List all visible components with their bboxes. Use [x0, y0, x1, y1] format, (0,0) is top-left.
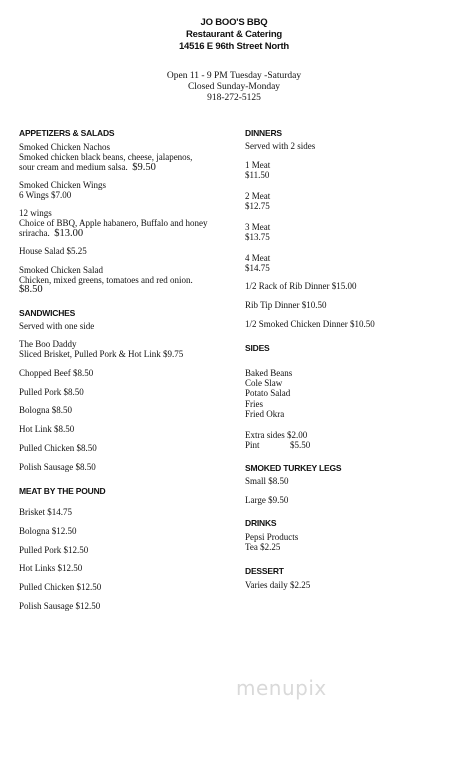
dinners-note: Served with 2 sides: [245, 141, 316, 151]
drinks-heading: DRINKS: [245, 518, 277, 528]
hours-open: Open 11 - 9 PM Tuesday -Saturday: [166, 71, 302, 81]
wings-12-desc-2: sriracha. $13.00: [19, 228, 84, 239]
sandwich-item: Polish Sausage $8.50: [19, 462, 96, 472]
wings-12: 12 wings: [19, 208, 52, 218]
side-item: Baked Beans: [245, 368, 293, 378]
hours-block: [0, 71, 468, 104]
pound-item: Hot Links $12.50: [19, 563, 83, 573]
smoked-chicken-dinner: 1/2 Smoked Chicken Dinner $10.50: [245, 319, 375, 329]
wings-6: 6 Wings $7.00: [19, 190, 72, 200]
wings-12-price: $13.00: [54, 228, 84, 239]
three-meat: 3 Meat: [245, 222, 271, 232]
pound-item: Polish Sausage $12.50: [19, 601, 101, 611]
chicken-salad-name: Smoked Chicken Salad: [19, 265, 103, 275]
nachos-desc-1: Smoked chicken black beans, cheese, jalapenos,: [19, 152, 193, 162]
sides-heading: SIDES: [245, 343, 270, 353]
extra-sides: Extra sides $2.00: [245, 430, 308, 440]
chicken-salad-price: $8.50: [19, 284, 43, 295]
restaurant-name: JO BOO'S BBQ: [200, 17, 268, 28]
side-item: Fried Okra: [245, 409, 285, 419]
dessert-heading: DESSERT: [245, 566, 284, 576]
menu-header: [0, 17, 468, 53]
restaurant-address: 14516 E 96th Street North: [178, 41, 290, 52]
nachos-desc-2: sour cream and medium salsa. $9.50: [19, 162, 156, 173]
three-meat-price: $13.75: [245, 232, 270, 242]
sandwich-item: Chopped Beef $8.50: [19, 368, 94, 378]
pound-item: Bologna $12.50: [19, 526, 77, 536]
sandwiches-note: Served with one side: [19, 321, 95, 331]
pound-item: Brisket $14.75: [19, 507, 72, 517]
pound-item: Pulled Pork $12.50: [19, 545, 89, 555]
drinks-line-1: Pepsi Products: [245, 532, 299, 542]
one-meat-price: $11.50: [245, 170, 270, 180]
wings-12-desc-1: Choice of BBQ, Apple habanero, Buffalo and honey: [19, 218, 208, 228]
restaurant-subtitle: Restaurant & Catering: [185, 29, 283, 40]
phone-number: 918-272-5125: [207, 93, 261, 103]
turkey-large: Large $9.50: [245, 495, 289, 505]
turkey-heading: SMOKED TURKEY LEGS: [245, 463, 342, 473]
rib-tip-dinner: Rib Tip Dinner $10.50: [245, 300, 327, 310]
four-meat-price: $14.75: [245, 263, 270, 273]
meat-by-pound-heading: MEAT BY THE POUND: [19, 486, 106, 496]
nachos-price: $9.50: [132, 162, 156, 173]
side-item: Fries: [245, 399, 263, 409]
wings-name: Smoked Chicken Wings: [19, 180, 106, 190]
dessert-line: Varies daily $2.25: [245, 580, 311, 590]
hours-closed: Closed Sunday-Monday: [187, 82, 281, 92]
boo-daddy-desc: Sliced Brisket, Pulled Pork & Hot Link $9.75: [19, 349, 184, 359]
sandwiches-heading: SANDWICHES: [19, 308, 76, 318]
side-item: Potato Salad: [245, 388, 291, 398]
drinks-line-2: Tea $2.25: [245, 542, 281, 552]
pint-price: $5.50: [290, 440, 311, 450]
two-meat: 2 Meat: [245, 191, 271, 201]
rack-rib-dinner: 1/2 Rack of Rib Dinner $15.00: [245, 281, 357, 291]
side-item: Cole Slaw: [245, 378, 283, 388]
turkey-small: Small $8.50: [245, 476, 289, 486]
chicken-salad-desc: Chicken, mixed greens, tomatoes and red onion.: [19, 275, 193, 285]
four-meat: 4 Meat: [245, 253, 271, 263]
pound-item: Pulled Chicken $12.50: [19, 582, 102, 592]
one-meat: 1 Meat: [245, 160, 271, 170]
nachos-name: Smoked Chicken Nachos: [19, 142, 110, 152]
boo-daddy-name: The Boo Daddy: [19, 339, 77, 349]
pint-label: Pint: [245, 440, 260, 450]
appetizers-heading: APPETIZERS & SALADS: [19, 128, 115, 138]
menupix-watermark: menupix: [236, 676, 327, 700]
sandwich-item: Bologna $8.50: [19, 405, 72, 415]
sandwich-item: Pulled Chicken $8.50: [19, 443, 97, 453]
sandwich-item: Hot Link $8.50: [19, 424, 75, 434]
two-meat-price: $12.75: [245, 201, 270, 211]
dinners-heading: DINNERS: [245, 128, 282, 138]
house-salad: House Salad $5.25: [19, 246, 87, 256]
sandwich-item: Pulled Pork $8.50: [19, 387, 84, 397]
